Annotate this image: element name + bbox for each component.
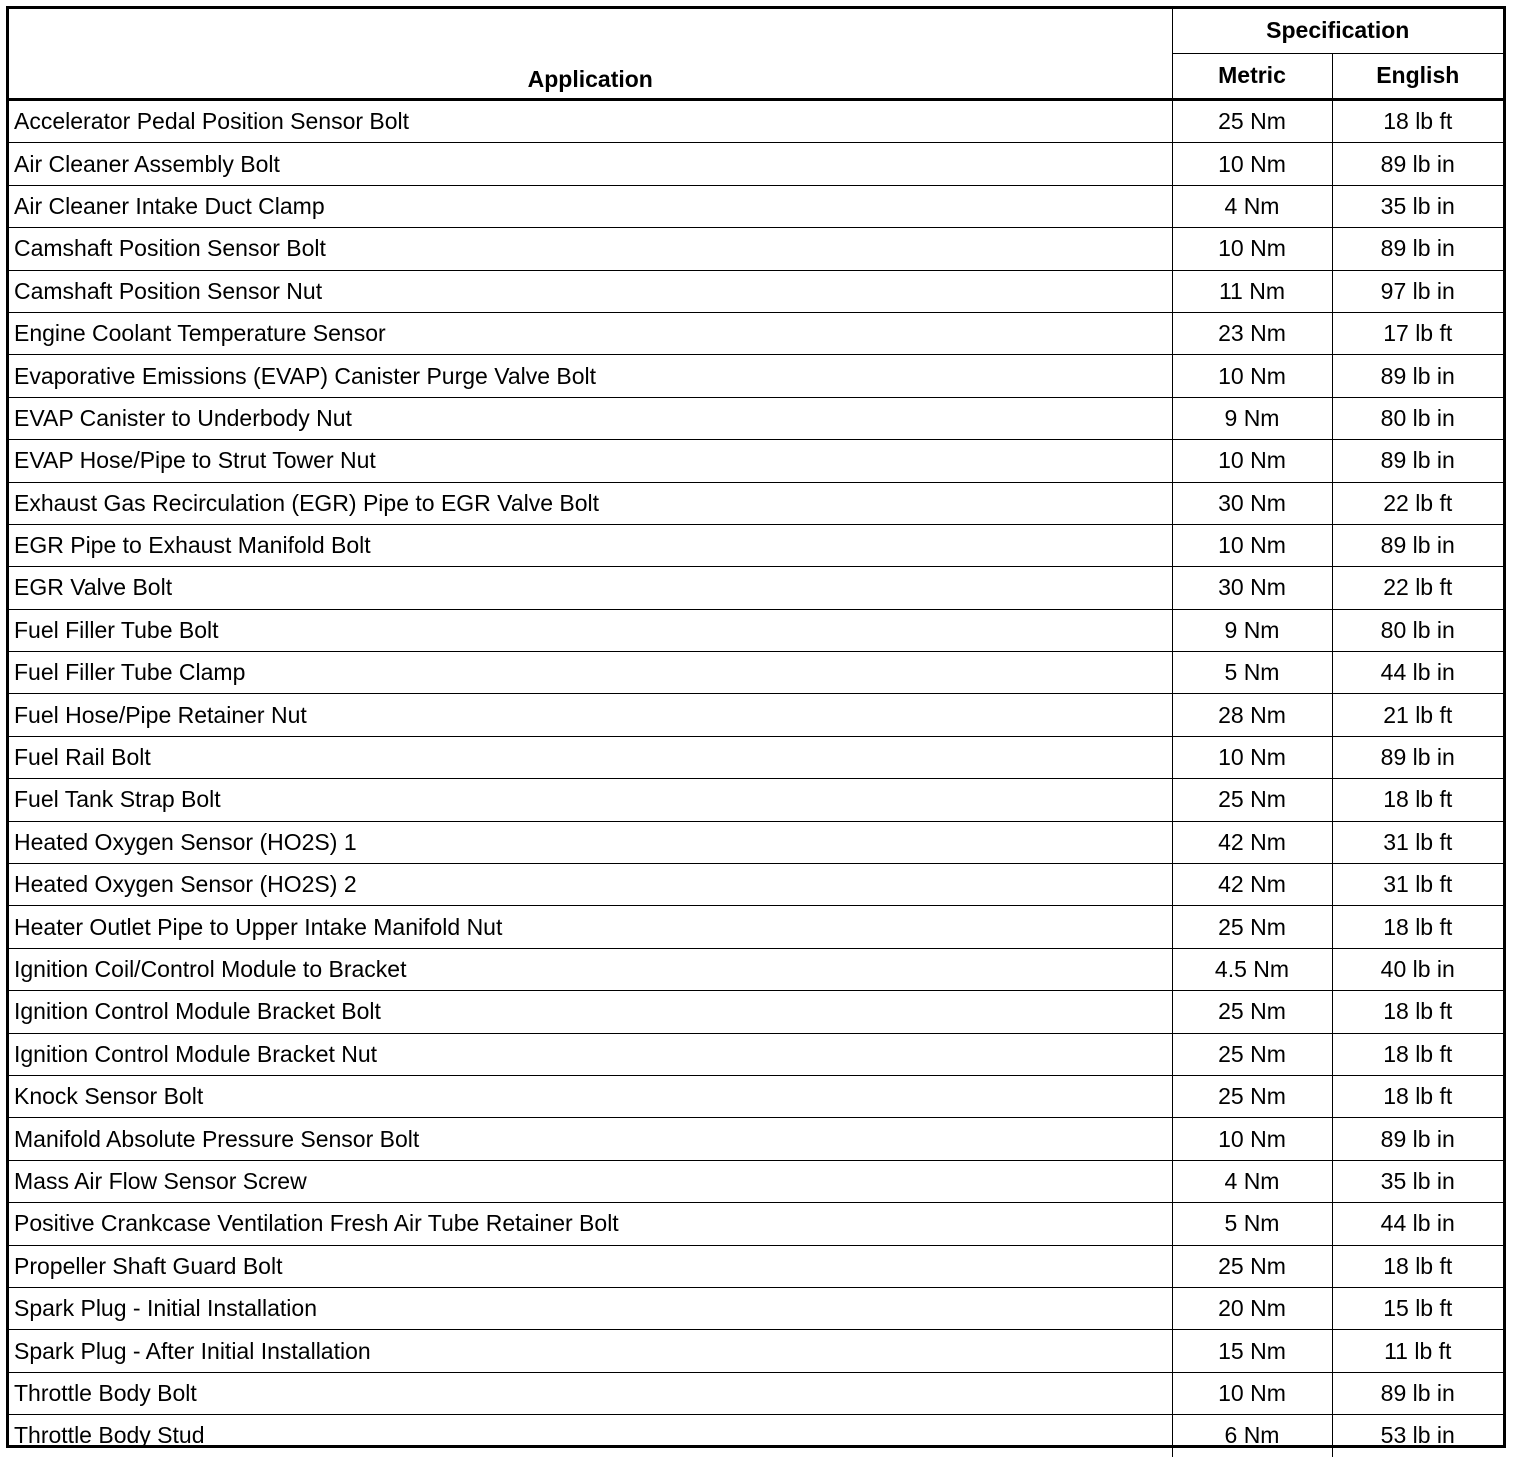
english-cell: 89 lb in	[1332, 355, 1503, 397]
english-cell: 31 lb ft	[1332, 821, 1503, 863]
table-row	[9, 524, 1503, 566]
application-cell: EVAP Canister to Underbody Nut	[9, 397, 1172, 439]
metric-cell: 5 Nm	[1172, 652, 1332, 694]
table-header	[9, 9, 1503, 100]
application-cell: Throttle Body Stud	[14, 1422, 205, 1449]
application-cell: EGR Valve Bolt	[9, 567, 1172, 609]
table-row	[9, 779, 1503, 821]
english-cell: 17 lb ft	[1332, 312, 1503, 354]
english-cell: 18 lb ft	[1332, 779, 1503, 821]
metric-cell: 4.5 Nm	[1172, 948, 1332, 990]
table-row	[9, 397, 1503, 439]
metric-cell: 10 Nm	[1172, 736, 1332, 778]
application-cell: Fuel Rail Bolt	[9, 736, 1172, 778]
metric-cell: 6 Nm	[1172, 1415, 1332, 1457]
table-row	[9, 1160, 1503, 1202]
table-row	[9, 1372, 1503, 1414]
english-cell: 35 lb in	[1332, 1160, 1503, 1202]
english-cell: 11 lb ft	[1332, 1330, 1503, 1372]
table-row	[9, 906, 1503, 948]
table-row	[9, 440, 1503, 482]
application-cell: Manifold Absolute Pressure Sensor Bolt	[9, 1118, 1172, 1160]
english-cell: 31 lb ft	[1332, 864, 1503, 906]
english-cell: 22 lb ft	[1332, 482, 1503, 524]
table-row	[9, 1118, 1503, 1160]
table-row	[9, 270, 1503, 312]
metric-cell: 30 Nm	[1172, 567, 1332, 609]
metric-cell: 10 Nm	[1172, 1372, 1332, 1414]
metric-cell: 4 Nm	[1172, 1160, 1332, 1202]
metric-cell: 4 Nm	[1172, 185, 1332, 227]
application-cell: Air Cleaner Assembly Bolt	[9, 143, 1172, 185]
application-cell: Ignition Control Module Bracket Nut	[9, 1033, 1172, 1075]
table-row	[9, 228, 1503, 270]
application-cell: Accelerator Pedal Position Sensor Bolt	[9, 100, 1172, 143]
metric-cell: 10 Nm	[1172, 143, 1332, 185]
english-cell: 89 lb in	[1332, 1118, 1503, 1160]
application-cell: Positive Crankcase Ventilation Fresh Air Tube Retainer Bolt	[9, 1203, 1172, 1245]
table-row	[9, 736, 1503, 778]
metric-cell: 10 Nm	[1172, 524, 1332, 566]
english-cell: 80 lb in	[1332, 397, 1503, 439]
english-cell: 89 lb in	[1332, 1372, 1503, 1414]
english-cell: 22 lb ft	[1332, 567, 1503, 609]
table-row	[9, 312, 1503, 354]
table-row	[9, 948, 1503, 990]
english-cell: 44 lb in	[1332, 1203, 1503, 1245]
metric-cell: 25 Nm	[1172, 100, 1332, 143]
metric-cell: 23 Nm	[1172, 312, 1332, 354]
application-cell: Spark Plug - After Initial Installation	[9, 1330, 1172, 1372]
english-cell: 80 lb in	[1332, 609, 1503, 651]
application-cell: Heated Oxygen Sensor (HO2S) 1	[9, 821, 1172, 863]
metric-cell: 25 Nm	[1172, 991, 1332, 1033]
application-cell: Knock Sensor Bolt	[9, 1075, 1172, 1117]
english-cell: 18 lb ft	[1332, 100, 1503, 143]
metric-cell: 42 Nm	[1172, 821, 1332, 863]
english-cell: 35 lb in	[1332, 185, 1503, 227]
metric-cell: 9 Nm	[1172, 397, 1332, 439]
metric-cell: 5 Nm	[1172, 1203, 1332, 1245]
metric-cell: 28 Nm	[1172, 694, 1332, 736]
english-cell: 18 lb ft	[1332, 1033, 1503, 1075]
application-cell: Fuel Hose/Pipe Retainer Nut	[9, 694, 1172, 736]
english-cell: 53 lb in	[1332, 1415, 1503, 1457]
table-row	[9, 1330, 1503, 1372]
table-row	[9, 821, 1503, 863]
english-cell: 97 lb in	[1332, 270, 1503, 312]
application-cell: Camshaft Position Sensor Nut	[9, 270, 1172, 312]
english-cell: 18 lb ft	[1332, 1075, 1503, 1117]
application-cell: Fuel Tank Strap Bolt	[9, 779, 1172, 821]
english-cell: 89 lb in	[1332, 736, 1503, 778]
table-row	[9, 1203, 1503, 1245]
application-cell: Exhaust Gas Recirculation (EGR) Pipe to EGR Valve Bolt	[9, 482, 1172, 524]
application-cell: Mass Air Flow Sensor Screw	[9, 1160, 1172, 1202]
table-row	[9, 100, 1503, 143]
metric-cell: 10 Nm	[1172, 355, 1332, 397]
table-body	[9, 100, 1503, 1457]
table-row	[9, 1415, 1503, 1457]
english-header: English	[1332, 53, 1503, 99]
metric-cell: 11 Nm	[1172, 270, 1332, 312]
metric-cell: 10 Nm	[1172, 1118, 1332, 1160]
metric-cell: 9 Nm	[1172, 609, 1332, 651]
metric-header: Metric	[1172, 53, 1332, 99]
application-cell: Heater Outlet Pipe to Upper Intake Manifold Nut	[9, 906, 1172, 948]
english-cell: 18 lb ft	[1332, 906, 1503, 948]
application-cell: Spark Plug - Initial Installation	[9, 1287, 1172, 1329]
metric-cell: 25 Nm	[1172, 1033, 1332, 1075]
application-cell: EGR Pipe to Exhaust Manifold Bolt	[9, 524, 1172, 566]
english-cell: 21 lb ft	[1332, 694, 1503, 736]
table-row	[9, 1075, 1503, 1117]
application-cell: EVAP Hose/Pipe to Strut Tower Nut	[9, 440, 1172, 482]
torque-spec-table	[9, 9, 1503, 1457]
application-cell: Propeller Shaft Guard Bolt	[9, 1245, 1172, 1287]
table-row	[9, 652, 1503, 694]
specification-header: Specification	[1172, 9, 1503, 53]
table-row	[9, 1287, 1503, 1329]
metric-cell: 10 Nm	[1172, 440, 1332, 482]
application-cell: Evaporative Emissions (EVAP) Canister Purge Valve Bolt	[9, 355, 1172, 397]
table-row	[9, 1033, 1503, 1075]
application-cell: Air Cleaner Intake Duct Clamp	[9, 185, 1172, 227]
table-row	[9, 482, 1503, 524]
metric-cell: 30 Nm	[1172, 482, 1332, 524]
application-cell: Ignition Coil/Control Module to Bracket	[9, 948, 1172, 990]
application-cell: Ignition Control Module Bracket Bolt	[9, 991, 1172, 1033]
metric-cell: 20 Nm	[1172, 1287, 1332, 1329]
application-cell: Fuel Filler Tube Clamp	[9, 652, 1172, 694]
english-cell: 89 lb in	[1332, 440, 1503, 482]
english-cell: 44 lb in	[1332, 652, 1503, 694]
application-cell: Engine Coolant Temperature Sensor	[9, 312, 1172, 354]
application-cell: Camshaft Position Sensor Bolt	[9, 228, 1172, 270]
metric-cell: 25 Nm	[1172, 1075, 1332, 1117]
metric-cell: 10 Nm	[1172, 228, 1332, 270]
table-row	[9, 143, 1503, 185]
english-cell: 15 lb ft	[1332, 1287, 1503, 1329]
table-row	[9, 991, 1503, 1033]
torque-spec-table-container	[6, 6, 1506, 1448]
table-row	[9, 185, 1503, 227]
table-row	[9, 355, 1503, 397]
table-row	[9, 1245, 1503, 1287]
metric-cell: 15 Nm	[1172, 1330, 1332, 1372]
english-cell: 18 lb ft	[1332, 1245, 1503, 1287]
metric-cell: 42 Nm	[1172, 864, 1332, 906]
english-cell: 89 lb in	[1332, 524, 1503, 566]
table-row	[9, 694, 1503, 736]
application-cell: Throttle Body Bolt	[9, 1372, 1172, 1414]
english-cell: 40 lb in	[1332, 948, 1503, 990]
metric-cell: 25 Nm	[1172, 779, 1332, 821]
application-cell: Fuel Filler Tube Bolt	[9, 609, 1172, 651]
application-header: Application	[9, 9, 1172, 100]
table-row	[9, 864, 1503, 906]
english-cell: 18 lb ft	[1332, 991, 1503, 1033]
table-row	[9, 609, 1503, 651]
metric-cell: 25 Nm	[1172, 906, 1332, 948]
english-cell: 89 lb in	[1332, 228, 1503, 270]
metric-cell: 25 Nm	[1172, 1245, 1332, 1287]
table-row	[9, 567, 1503, 609]
english-cell: 89 lb in	[1332, 143, 1503, 185]
application-cell: Heated Oxygen Sensor (HO2S) 2	[9, 864, 1172, 906]
